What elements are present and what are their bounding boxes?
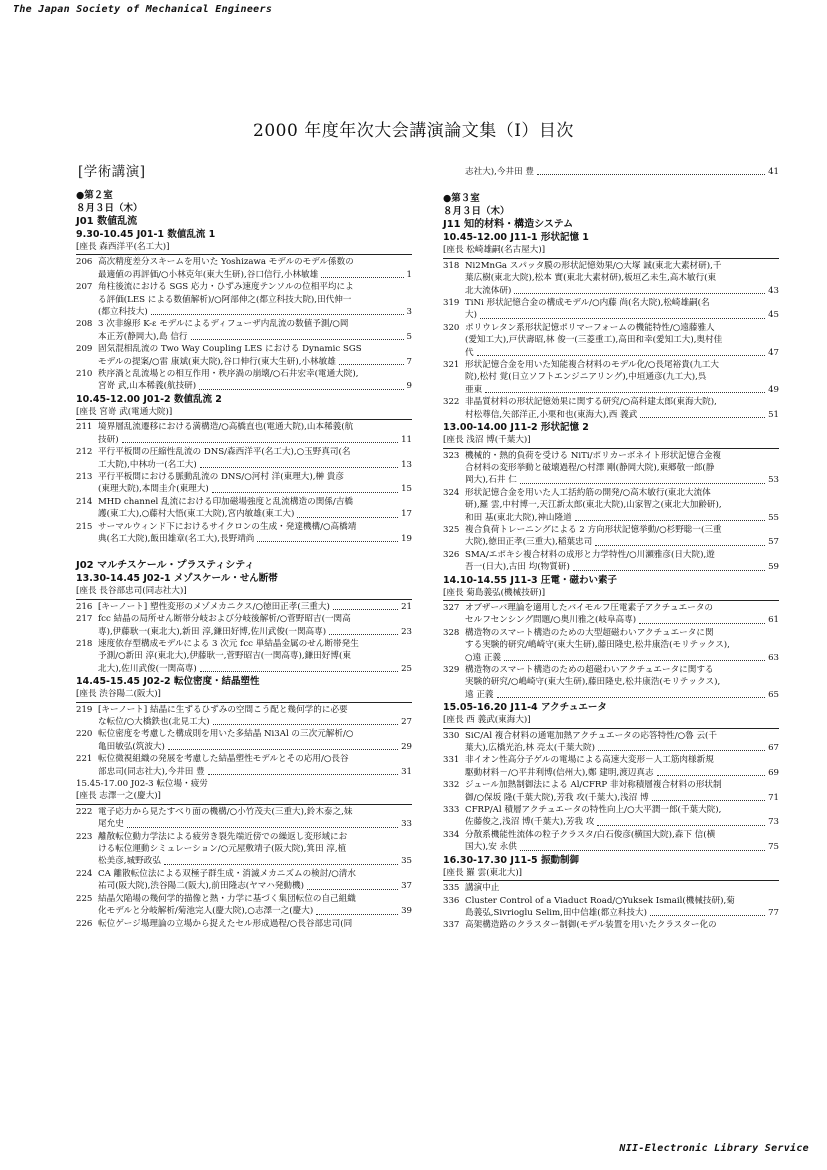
subsession-heading: 13.30-14.45 J02-1 メゾスケール・せん断帯 [76, 573, 278, 585]
toc-entry[interactable] [76, 601, 412, 613]
entry-line: 非晶質材料の形状記憶効果に関する研究/○高科建太郎(東海大院), [465, 397, 717, 408]
entry-line: 機械的・熱的負荷を受ける NiTi/ポリカーボネイト形状記憶合金複 [465, 450, 722, 461]
entry-line: 院),松村 覚(日立ソフトエンジニアリング),中垣通彦(九工大),呉 [465, 372, 707, 383]
page-number: 23 [401, 626, 412, 637]
page-number: 73 [768, 817, 779, 828]
entry-line: 部忠司(同志社大),今井田 豊 [98, 766, 205, 777]
page-number: 43 [768, 285, 779, 296]
entry-number: 328 [443, 627, 460, 638]
entry-line: 固気混相乱流の Two Way Coupling LES における Dynamic SGS [98, 344, 362, 355]
entry-line: 亜東 [465, 384, 483, 395]
subsession-heading: 16.30-17.30 J11-5 振動制御 [443, 854, 579, 866]
room-label: ●第３室 [443, 193, 480, 205]
toc-entry[interactable] [76, 421, 412, 446]
toc-entry[interactable] [443, 895, 779, 920]
entry-line: 離散転位動力学法による疲労き裂先端近傍での繰返し変形域にお [98, 831, 348, 842]
toc-entry[interactable] [76, 613, 412, 638]
toc-entry[interactable] [443, 627, 779, 664]
entry-number: 336 [443, 895, 460, 906]
toc-entry[interactable] [443, 664, 779, 701]
entry-number: 211 [76, 422, 93, 433]
entry-number: 221 [76, 754, 93, 765]
toc-entry[interactable] [76, 638, 412, 675]
subsession-heading: 9.30-10.45 J01-1 数値乱流 1 [76, 229, 216, 240]
page-number: 37 [401, 881, 412, 892]
entry-number: 223 [76, 831, 93, 842]
entry-line: 角柱後流における SGS 応力・ひずみ速度テンソルの位相平均によ [98, 282, 354, 293]
entry-line: ○遠 正義 [465, 652, 502, 663]
entry-number: 337 [443, 920, 460, 931]
page-number: 9 [406, 381, 412, 392]
entry-line: 大院),徳田正孝(三重大),稲葉忠司 [465, 537, 593, 548]
entry-line: モデルの提案/○雷 康斌(東大院),谷口伸行(東大生研),小林敏雄 [98, 356, 336, 367]
entry-line: 護(東工大),○藤村大悟(東工大院),宮内敏雄(東工大) [98, 509, 295, 520]
entry-line: 国大),安 永供 [465, 842, 517, 853]
entry-line: 結晶欠陥場の幾何学的描像と熱・力学に基づく集団転位の自己組織 [98, 893, 356, 904]
entry-line: 予測/○新田 淳(東北大),伊藤耿一,菅野昭吉(一関高専),鎌田好博(東 [98, 651, 351, 662]
entry-number: 220 [76, 729, 93, 740]
entry-line: 祐司(阪大院),渋谷陽二(阪大),前田隆志(ヤマハ発動機) [98, 881, 304, 892]
entry-line: 専),伊藤耿一(東北大),新田 淳,鎌田好博,佐川武俊(一関高専) [98, 626, 327, 637]
page-title: 2000 年度年次大会講演論文集（Ⅰ）目次 [253, 121, 574, 141]
chair-line: [座長 羅 雲(東北大)] [443, 867, 779, 881]
page-number: 75 [768, 842, 779, 853]
entry-line: 代 [465, 347, 474, 358]
entry-line: 村松尊信,矢部洋正,小栗和也(東海大),西 義武 [465, 409, 638, 420]
entry-line: MHD channel 乱流における印加磁場強度と乱流構造の関係/吉橋 [98, 496, 353, 507]
page-number: 1 [406, 269, 412, 280]
toc-entry[interactable] [76, 831, 412, 868]
entry-number: 216 [76, 601, 93, 612]
entry-line: 志社大),今井田 豊 [465, 167, 534, 177]
toc-entry[interactable] [76, 806, 412, 831]
entry-line: 岡大),石井 仁 [465, 475, 517, 486]
subsession-heading: 10.45-12.00 J01-2 数値乱流 2 [76, 393, 222, 405]
entry-line: 速度依存型構成モデルによる 3 次元 fcc 単結晶金属のせん断帯発生 [98, 638, 359, 649]
toc-entry[interactable] [443, 549, 779, 574]
toc-entry[interactable] [76, 918, 412, 930]
page-number: 3 [406, 307, 412, 318]
entry-line: SiC/Al 複合材料の通電加熱アクチュエータの応答特性/○魯 云(千 [465, 730, 718, 741]
entry-line: 工大院),中林功一(名工大) [98, 459, 197, 470]
page-number: 33 [401, 819, 412, 830]
subsession-heading: 15.45-17.00 J02-3 転位場・疲労 [76, 779, 208, 790]
entry-line: 葉大),広橋光治,林 亮太(千葉大院) [465, 743, 595, 754]
page-number: 51 [768, 409, 779, 420]
toc-entry[interactable] [443, 450, 779, 487]
toc-entry[interactable] [443, 524, 779, 549]
page-number: 45 [768, 310, 779, 321]
entry-line: [キーノート] 塑性変形のメゾメカニクス/○徳田正孝(三重大) [98, 601, 330, 612]
subsession-heading: 14.10-14.55 J11-3 圧電・磁わい素子 [443, 574, 617, 586]
toc-entry[interactable] [76, 704, 412, 729]
chair-line: [座長 松崎雄嗣(名古屋大)] [443, 244, 779, 258]
entry-line: 秩序渦と乱流場との相互作用・秩序渦の崩壊/○石井宏幸(電通大院), [98, 369, 359, 380]
chair-line: [座長 菊島義弘(機械技研)] [443, 587, 779, 601]
page-number: 27 [401, 717, 412, 727]
subsession-heading: 15.05-16.20 J11-4 アクチュエータ [443, 702, 607, 714]
entry-line: 平行平板間における脈動乱流の DNS/○河村 洋(東理大),榊 貴彦 [98, 471, 344, 482]
entry-line: TiNi 形状記憶合金の構成モデル/○内藤 尚(名大院),松崎雄嗣(名 [465, 298, 710, 309]
entry-line: 最適値の再評価/○小林克年(東大生研),谷口信行,小林敏雄 [98, 269, 319, 280]
toc-entry[interactable] [76, 496, 412, 521]
toc-entry[interactable] [76, 893, 412, 918]
entry-line: 合材料の変形挙動と破壊過程/○村澤 剛(静岡大院),東郷敬一郎(静 [465, 462, 715, 473]
entry-line: 大) [465, 310, 477, 321]
entry-line: 境界層乱流遷移における満構造/○高橋直也(電通大院),山本稀義(航 [98, 422, 354, 433]
entry-line: 複合負荷トレーニングによる 2 方向形状記憶挙動/○杉野聡一(三重 [465, 524, 722, 535]
toc-entry[interactable] [443, 804, 779, 829]
entry-line: 平行平板間の圧縮性乱流の DNS/森西洋平(名工大),○玉野真司(名 [98, 447, 351, 458]
entry-line: SMA/エポキシ複合材料の成形と力学特性/○川瀬雅彦(日大院),遊 [465, 549, 715, 560]
entry-line: 形状記憶合金を用いた知能複合材料のモデル化/○長尾裕貴(九工大 [465, 360, 719, 371]
toc-entry[interactable] [443, 919, 779, 931]
entry-line: 島義弘,Sivrioglu Selim,田中信雄(都立科技大) [465, 907, 647, 918]
right-column [443, 166, 779, 932]
chair-line: [座長 西 義武(東海大)] [443, 714, 779, 728]
toc-entry[interactable] [76, 868, 412, 893]
entry-line: 駆動材料－/○平井利博(信州大),鄭 建明,渡辺真志 [465, 767, 654, 778]
entry-number: 326 [443, 549, 460, 560]
entry-line: (都立科技大) [98, 307, 148, 318]
entry-number: 332 [443, 780, 460, 791]
page-number: 55 [768, 512, 779, 523]
entry-line: 技研) [98, 434, 119, 445]
toc-entry[interactable] [443, 260, 779, 297]
entry-line: する実験的研究/嶋崎守(東大生研),藤田隆史,松井康浩(モリテックス), [465, 640, 730, 651]
page-number: 5 [406, 331, 412, 342]
entry-number: 320 [443, 322, 460, 333]
entry-number: 207 [76, 282, 93, 293]
entry-line: Ni2MnGa スパッタ膜の形状記憶効果/○大塚 誠(東北大素材研),千 [465, 260, 722, 271]
entry-number: 212 [76, 447, 93, 458]
entry-line: 御/○保坂 隆(千葉大院),芳我 攻(千葉大),浅沼 博 [465, 792, 649, 803]
entry-line: 尾允史 [98, 819, 124, 830]
page-number: 69 [768, 767, 779, 778]
entry-line: 亀田敏弘(筑波大) [98, 741, 165, 752]
toc-entry[interactable] [443, 829, 779, 854]
section-label: [学術講演] [78, 164, 146, 180]
toc-entry[interactable] [443, 779, 779, 804]
entry-number: 322 [443, 397, 460, 408]
entry-number: 330 [443, 730, 460, 741]
entry-line: 構造物のスマート構造のための超磁わいアクチュエータに関する [465, 665, 714, 675]
entry-line: 構造物のスマート構造のための大型超磁わいアクチュエータに関 [465, 627, 714, 638]
entry-number: 325 [443, 524, 460, 535]
entry-line: ける転位運動シミュレーション/○元屋敷靖子(阪大院),箕田 淳,植 [98, 844, 347, 855]
toc-entry[interactable] [443, 730, 779, 755]
entry-line: 本正芳(静岡大),島 信行 [98, 331, 188, 342]
toc-entry[interactable] [443, 396, 779, 421]
toc-entry[interactable] [76, 343, 412, 368]
entry-number: 213 [76, 471, 93, 482]
toc-entry[interactable] [443, 359, 779, 396]
page-number: 65 [768, 689, 779, 700]
page-number: 31 [401, 766, 412, 777]
entry-line: 転位ゲージ場理論の立場から捉えたセル形成過程/○長谷部忠司(同 [98, 918, 353, 929]
entry-line: 講演中止 [465, 883, 500, 894]
entry-line: 佐藤俊之,浅沼 博(千葉大),芳我 攻 [465, 817, 595, 828]
toc-entry[interactable] [443, 602, 779, 627]
entry-number: 225 [76, 893, 93, 904]
page-number: 53 [768, 475, 779, 486]
toc-entry[interactable] [443, 882, 779, 894]
chair-line: [座長 長谷部忠司(同志社大)] [76, 585, 412, 599]
entry-number: 327 [443, 602, 460, 613]
entry-line: オブザーバ理論を適用したバイモルフ圧電素子アクチュエータの [465, 602, 714, 613]
entry-line: 高次精度差分スキームを用いた Yoshizawa モデルのモデル係数の [98, 257, 354, 268]
entry-number: 219 [76, 704, 93, 715]
toc-entry[interactable] [76, 446, 412, 471]
entry-line: 転位微視組織の発展を考慮した結晶塑性モデルとその応用/○長谷 [98, 754, 349, 765]
chair-line: [座長 志澤一之(慶大)] [76, 790, 412, 804]
entry-number: 218 [76, 638, 93, 649]
page-number: 47 [768, 347, 779, 358]
page-number: 39 [401, 906, 412, 917]
entry-line: 和田 基(東北大院),神山隆道 [465, 512, 572, 523]
session-heading: J01 数値乱流 [76, 216, 138, 227]
toc-entry[interactable] [76, 471, 412, 496]
chair-line: [座長 渋谷陽二(阪大)] [76, 688, 412, 702]
entry-number: 321 [443, 360, 460, 371]
page-number: 15 [401, 484, 412, 495]
entry-line: る評価(LES による数値解析)/○阿部伸之(都立科技大院),田代伸一 [98, 294, 352, 305]
entry-line: 研),羅 雲,中村博一,天江新太郎(東北大院),山家智之(東北大加齢研), [465, 500, 722, 511]
left-column [76, 189, 412, 930]
entry-number: 323 [443, 450, 460, 461]
entry-line: 転位密度を考慮した構成則を用いた多結晶 Ni3Al の三次元解析/○ [98, 729, 354, 740]
page-number: 49 [768, 384, 779, 395]
entry-number: 206 [76, 257, 93, 268]
entry-number: 334 [443, 829, 460, 840]
entry-line: ジュール加熱制御法による Al/CFRP 非対称積層複合材料の形状制 [465, 780, 722, 791]
chair-line: [座長 浅沼 博(千葉大)] [443, 434, 779, 448]
entry-line: 高架構造路のクラスター制御(モデル装置を用いたクラスター化の [465, 920, 717, 931]
entry-line: な転位/○大橋鉄也(北見工大) [98, 717, 210, 727]
toc-entry[interactable] [76, 368, 412, 393]
entry-number: 324 [443, 487, 460, 498]
entry-number: 214 [76, 496, 93, 507]
entry-line: 実験的研究/○嶋崎守(東大生研),藤田隆史,松井康浩(モリテックス), [465, 677, 721, 688]
page-number: 67 [768, 743, 779, 754]
session-heading: J11 知的材料・構造システム [443, 219, 574, 231]
entry-line: サーマルウィンド下におけるサイクロンの生成・発達機構/○高橋靖 [98, 521, 357, 532]
page-number: 11 [401, 434, 412, 445]
entry-line: 松美彦,城野政弘 [98, 856, 161, 867]
toc-entry[interactable] [76, 753, 412, 778]
page-number: 57 [768, 537, 779, 548]
entry-number: 329 [443, 665, 460, 675]
entry-number: 210 [76, 369, 93, 380]
entry-line: [キーノート] 結晶に生ずるひずみの空間こう配と幾何学的に必要 [98, 704, 348, 715]
page-number: 35 [401, 856, 412, 867]
header-society: The Japan Society of Mechanical Engineers [13, 4, 273, 15]
entry-line: 分散系機能性流体の粒子クラスタ/白石俊彦(横国大院),森下 信(横 [465, 829, 716, 840]
toc-entry[interactable] [443, 297, 779, 322]
entry-line: CFRP/Al 積層アクチュエータの特性向上/○大平潤一郎(千葉大院), [465, 805, 722, 816]
entry-line: 化モデルと分岐解析/菊池完人(慶大院),○志澤一之(慶大) [98, 906, 314, 917]
entry-line: 北大流体研) [465, 285, 512, 296]
page-number: 17 [401, 509, 412, 520]
entry-number: 217 [76, 614, 93, 625]
chair-line: [座長 宮嵜 武(電通大院)] [76, 406, 412, 420]
entry-number: 335 [443, 883, 460, 894]
page-number: 59 [768, 562, 779, 573]
subsession-heading: 14.45-15.45 J02-2 転位密度・結晶塑性 [76, 676, 260, 688]
subsession-heading: 10.45-12.00 J11-1 形状記憶 1 [443, 232, 589, 244]
entry-number: 318 [443, 260, 460, 271]
page-number: 61 [768, 615, 779, 626]
toc-entry[interactable] [76, 281, 412, 318]
toc-entry[interactable] [76, 318, 412, 343]
entry-number: 331 [443, 755, 460, 766]
toc-entry[interactable] [443, 322, 779, 359]
session-heading: J02 マルチスケール・プラスティシティ [76, 560, 255, 572]
entry-line: 電子応力から見たすべり面の機構/○小竹茂夫(三重大),鈴木泰之,妹 [98, 806, 353, 817]
entry-line: 非イオン性高分子ゲルの電場による高速大変形－人工筋肉様新規 [465, 755, 714, 766]
entry-number: 319 [443, 298, 460, 309]
entry-line: Cluster Control of a Viaduct Road/○Yuksek Ismail(機械技研),菊 [465, 895, 735, 906]
date-label: ８月３日（木） [443, 206, 510, 218]
entry-number: 215 [76, 521, 93, 532]
entry-number: 209 [76, 344, 93, 355]
entry-number: 224 [76, 868, 93, 879]
entry-line: ポリウレタン系形状記憶ポリマーフォームの機能特性/○遠藤雅人 [465, 322, 715, 333]
entry-number: 208 [76, 319, 93, 330]
date-label: ８月３日（木） [76, 203, 143, 214]
entry-line: 吾一(日大),古田 均(物質研) [465, 562, 570, 573]
page-number: 29 [401, 741, 412, 752]
page-number: 63 [768, 652, 779, 663]
entry-line: (愛知工大),戸伏壽昭,林 俊一(三菱重工),高田和幸(愛知工大),奥村佳 [465, 335, 723, 346]
room-label: ●第２室 [76, 190, 113, 201]
toc-entry-continued[interactable] [443, 166, 779, 178]
page-number: 41 [768, 167, 779, 177]
page-number: 13 [401, 459, 412, 470]
page-number: 77 [768, 907, 779, 918]
entry-line: fcc 結晶の局所せん断帯分岐および分岐後解析/○菅野昭吉(一関高 [98, 614, 351, 625]
chair-line: [座長 森西洋平(名工大)] [76, 241, 412, 255]
page-number: 71 [768, 792, 779, 803]
entry-line: CA 離散転位法による双極子群生成・消滅メカニズムの検討/○清水 [98, 868, 356, 879]
entry-number: 226 [76, 918, 93, 929]
toc-entry[interactable] [76, 256, 412, 281]
page-number: 19 [401, 533, 412, 544]
entry-number: 222 [76, 806, 93, 817]
entry-line: 北大),佐川武俊(一関高専) [98, 663, 197, 674]
page-number: 25 [401, 663, 412, 674]
entry-line: 3 次非線形 K-ε モデルによるディフューザ内乱流の数値予測/○岡 [98, 319, 349, 330]
toc-entry[interactable] [76, 728, 412, 753]
toc-entry[interactable] [443, 487, 779, 524]
entry-line: 遠 正義 [465, 689, 494, 700]
entry-line: (東理大院),本間圭介(東理大) [98, 484, 209, 495]
toc-entry[interactable] [443, 754, 779, 779]
page-number: 7 [406, 356, 412, 367]
entry-line: 葉広樹(東北大院),松本 實(東北大素材研),板垣乙未生,高木敏行(東 [465, 273, 717, 284]
subsession-heading: 13.00-14.00 J11-2 形状記憶 2 [443, 422, 589, 434]
page-number: 21 [401, 601, 412, 612]
entry-line: 形状記憶合金を用いた人工括約筋の開発/○高木敏行(東北大流体 [465, 487, 711, 498]
entry-number: 333 [443, 805, 460, 816]
footer-service: NII-Electronic Library Service [619, 1143, 809, 1154]
toc-entry[interactable] [76, 521, 412, 546]
entry-line: セルフセンシング問題/○奥川雅之(岐阜高専) [465, 615, 637, 626]
entry-line: 典(名工大院),飯田雄章(名工大),長野靖尚 [98, 533, 255, 544]
entry-line: 宮嵜 武,山本稀義(航技研) [98, 381, 197, 392]
